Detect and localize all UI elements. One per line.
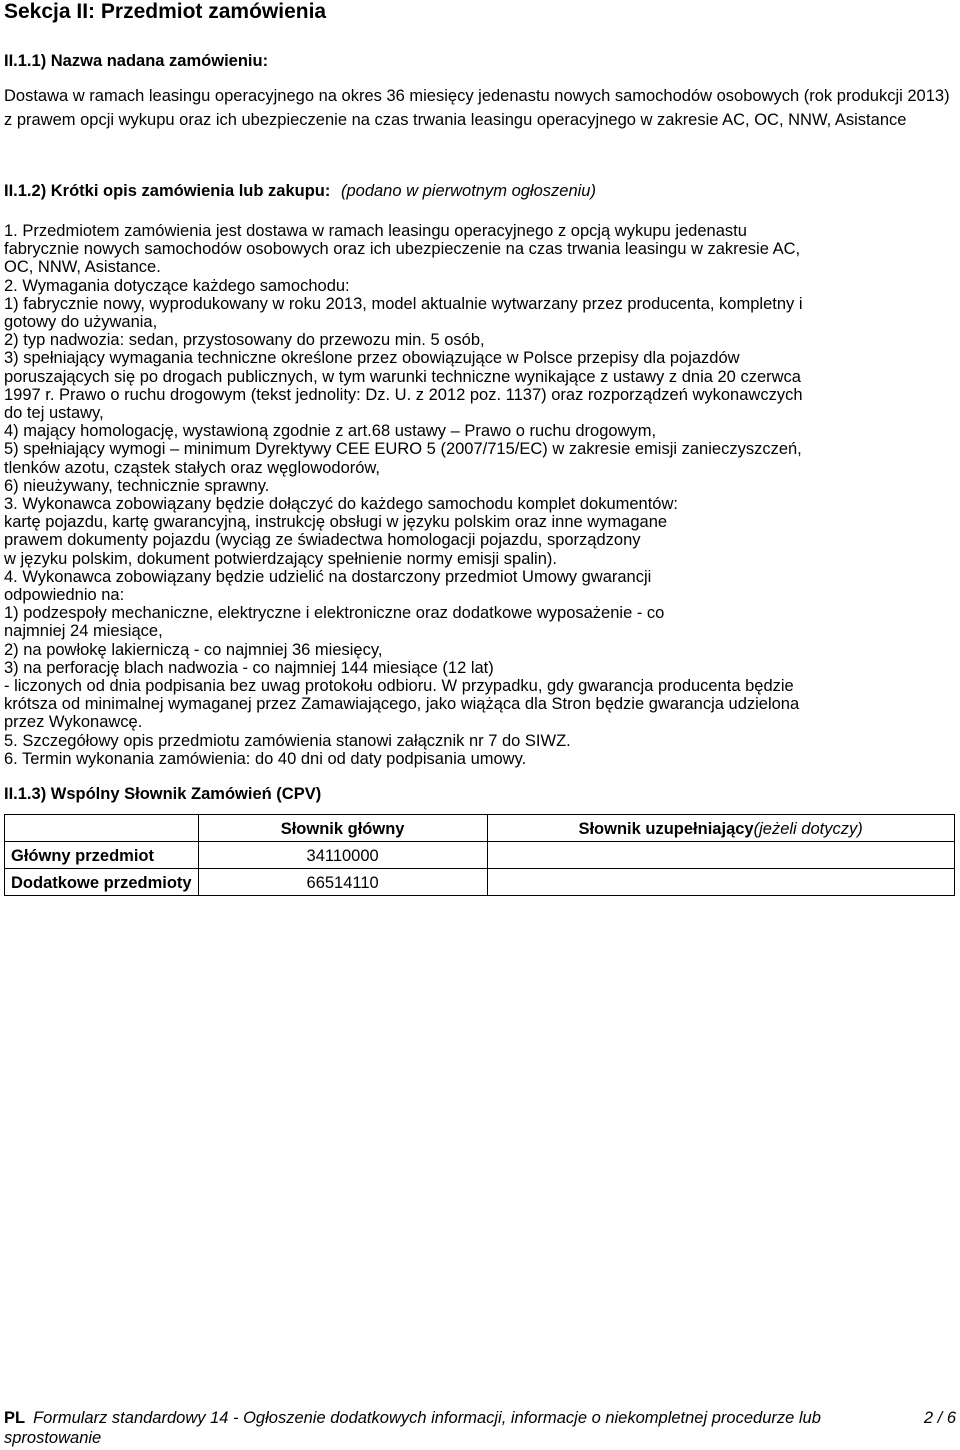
description-line: fabrycznie nowych samochodów osobowych oraz ich ubezpieczenie na czas trwania leasingu w zakresie AC, [4,240,801,259]
description-line: prawem dokumenty pojazdu (wyciąg ze świadectwa homologacji pojazdu, sporządzony [4,531,641,550]
cpv-header-main: Słownik główny [198,815,487,842]
description-line: 5) spełniający wymogi – minimum Dyrektywy CEE EURO 5 (2007/715/EC) w zakresie emisji zanieczyszczeń, [4,440,802,459]
cpv-table-header-row [5,815,955,842]
description-line: 2. Wymagania dotyczące każdego samochodu: [4,276,350,295]
cpv-supp-code [487,842,954,869]
description-line: 2) na powłokę lakierniczą - co najmniej 36 miesięcy, [4,640,383,659]
description-line: najmniej 24 miesiące, [4,622,163,641]
description-line: 1997 r. Prawo o ruchu drogowym (tekst jednolity: Dz. U. z 2012 poz. 1137) oraz rozporządzeń wykonawczych [4,385,803,404]
description-line: krótsza od minimalnej wymaganej przez Zamawiającego, jako wiążąca dla Stron będzie gwarancja udzielona [4,695,800,714]
footer-lang: PL [4,1409,26,1427]
description-line: 6. Termin wykonania zamówienia: do 40 dni od daty podpisania umowy. [4,749,527,768]
cpv-header-supp-note: (jeżeli dotyczy) [753,820,863,838]
heading-ii-1-2-label: II.1.2) Krótki opis zamówienia lub zakupu: [4,182,331,200]
section-title: Sekcja II: Przedmiot zamówienia [4,0,327,23]
cpv-header-supp-label: Słownik uzupełniający [578,820,754,838]
table-row [5,842,955,869]
description-line: gotowy do używania, [4,313,158,332]
cpv-table [4,814,955,896]
description-line: 1) podzespoły mechaniczne, elektryczne i elektroniczne oraz dodatkowe wyposażenie - co [4,604,665,623]
cpv-main-code: 66514110 [198,869,487,896]
heading-ii-1-2 [4,181,596,201]
description-line: przez Wykonawcę. [4,713,143,732]
description-line: 1) fabrycznie nowy, wyprodukowany w roku 2013, model aktualnie wytwarzany przez producenta, kompletny i [4,294,803,313]
cpv-main-code: 34110000 [198,842,487,869]
cpv-header-blank [5,815,199,842]
description-line: 3) spełniający wymagania techniczne określone przez obowiązujące w Polsce przepisy dla pojazdów [4,349,740,368]
description-line: 2) typ nadwozia: sedan, przystosowany do przewozu min. 5 osób, [4,331,485,350]
cpv-row-label: Dodatkowe przedmioty [5,869,199,896]
cpv-row-label: Główny przedmiot [5,842,199,869]
description-line: 4. Wykonawca zobowiązany będzie udzielić na dostarczony przedmiot Umowy gwarancji [4,567,652,586]
description-line: 4) mający homologację, wystawioną zgodnie z art.68 ustawy – Prawo o ruchu drogowym, [4,422,657,441]
heading-ii-1-1: II.1.1) Nazwa nadana zamówieniu: [4,52,269,70]
page-footer [4,1408,956,1448]
description-line: poruszających się po drogach publicznych, w tym warunki techniczne wynikające z ustawy z dnia 20 czerwca [4,367,801,386]
short-description [4,222,954,768]
description-line: kartę pojazdu, kartę gwarancyjną, instrukcję obsługi w języku polskim oraz inne wymagane [4,513,668,532]
description-line: 6) nieużywany, technicznie sprawny. [4,476,270,495]
description-line: 3. Wykonawca zobowiązany będzie dołączyć do każdego samochodu komplet dokumentów: [4,495,678,514]
description-line: odpowiednio na: [4,586,125,605]
description-line: 3) na perforację blach nadwozia - co najmniej 144 miesiące (12 lat) [4,658,494,677]
description-line: - liczonych od dnia podpisania bez uwag protokołu odbioru. W przypadku, gdy gwarancja producenta będzie [4,677,794,696]
description-line: OC, NNW, Asistance. [4,258,161,277]
description-line: do tej ustawy, [4,404,104,423]
cpv-header-supp [487,815,954,842]
description-line: 5. Szczegółowy opis przedmiotu zamówienia stanowi załącznik nr 7 do SIWZ. [4,731,571,750]
description-line: tlenków azotu, cząstek stałych oraz węglowodorów, [4,458,381,477]
contract-name-text: Dostawa w ramach leasingu operacyjnego na okres 36 miesięcy jedenastu nowych samochodów osobowych (rok produkcji 2013) z prawem opcji wykupu oraz ich ubezpieczenie na czas trwania leasingu operacyjnego w zakresie AC, OC, NNW, Asistance [4,87,950,129]
footer-title: Formularz standardowy 14 - Ogłoszenie dodatkowych informacji, informacje o niekompletnej procedurze lub sprostowanie [4,1409,821,1447]
heading-ii-1-3: II.1.3) Wspólny Słownik Zamówień (CPV) [4,785,322,803]
description-line: w języku polskim, dokument potwierdzający spełnienie normy emisji spalin). [4,549,557,568]
description-line: 1. Przedmiotem zamówienia jest dostawa w ramach leasingu operacyjnego z opcją wykupu jedenastu [4,222,747,240]
table-row [5,869,955,896]
footer-page-number: 2 / 6 [923,1409,956,1427]
cpv-supp-code [487,869,954,896]
footer-text [4,1408,854,1448]
heading-ii-1-2-note: (podano w pierwotnym ogłoszeniu) [340,182,596,200]
